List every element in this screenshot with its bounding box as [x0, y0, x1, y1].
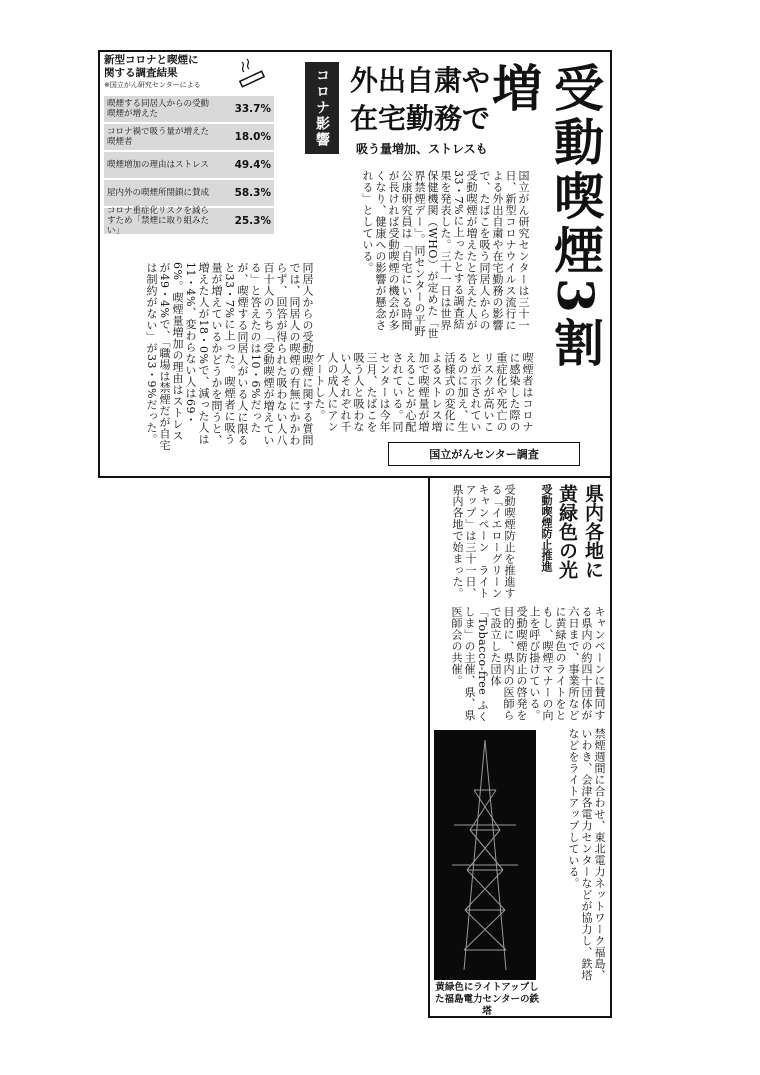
- article-paragraph-2: 喫煙者はコロナに感染した際の重症化や死亡のリスクが高いことが示されているのに加え、生活様式の変化によるストレス増加で喫煙量が増えることが心配されている。同センターは今年三月、たばこを吸う人と吸わない人それぞれ千人の成人にアンケートした。: [313, 352, 534, 433]
- article-paragraph-1: 国立がん研究センターは三十一日、新型コロナウイルス流行による外出自粛や在宅勤務の影響で、たばこを吸う同居人からの受動喫煙が増えたと答えた人が33・7%に上ったとする調査結果を発表した。三十一日は世界保健機関（WHO）が定めた「世界禁煙デー」。同センターの平野公康研究員は「自宅にいる時間が長ければ受動喫煙の機会が多くなり、健康への影響が懸念される」としている。: [361, 170, 530, 340]
- survey-title-line1: 新型コロナと喫煙に: [104, 54, 199, 66]
- source-label: 国立がんセンター調査: [388, 442, 580, 466]
- side-headline-line2: 黄緑色の光: [556, 484, 578, 579]
- sub-headline-line1: 外出自粛や: [350, 64, 491, 97]
- side-headline-line1: 県内各地に: [582, 484, 604, 579]
- survey-label: 喫煙する同居人からの受動喫煙が増えた: [107, 99, 210, 119]
- survey-title-line2: 関する調査結果: [104, 67, 178, 79]
- side-headline: [520, 484, 606, 604]
- subhead: 吸う量増加、ストレスも: [356, 142, 488, 156]
- survey-label: コロナ重症化リスクを減らすため「禁煙に取り組みたい」: [107, 206, 210, 236]
- side-paragraph-3: 禁煙週間に合わせ、東北電力ネットワーク福島、いわき、会津各電力センターなどが協力し、鉄塔などをライトアップしている。: [567, 728, 606, 981]
- survey-note: ※国立がん研究センターによる: [104, 81, 201, 89]
- survey-value: 49.4%: [234, 159, 271, 171]
- side-paragraph-1: 受動喫煙防止を推進する「イエローグリーンキャンペーン ライトアップ」は三十一日、県内各地で始まった。: [451, 484, 516, 599]
- corona-tag: コロナ影響: [305, 62, 339, 154]
- survey-row: [104, 206, 274, 234]
- side-paragraph-2: キャンペーンに賛同する県内の約四十団体が六日まで、事業所などに黄緑色のライトをともし、喫煙マナーの向上を呼び掛けている。受動喫煙防止の啓発を目的に、県内の医師らで設立した団体「Tobacco-free ふくしま」の主催、県、県医師会の共催。: [450, 606, 606, 723]
- photo-caption: 黄緑色にライトアップした福島電力センターの鉄塔: [434, 982, 540, 1017]
- tower-photo: [434, 730, 536, 980]
- main-headline: 受動喫煙3割増: [484, 62, 605, 371]
- article-paragraph-3: 同居人からの受動喫煙に関する質問では、同居人の喫煙の有無にかかわらず、回答が得られた吸わない人八百十人のうち「受動喫煙が増えている」と答えたのは10・6%だったが、喫煙する同居人がいる人に限ると33・7%に上った。喫煙者に吸う量が増えているかどうかを問うと、増えた人が18・0%で、減った人は11・4%、変わらない人は69・6%。喫煙量増加の理由はストレスが49・4%で、「職場は禁煙だが自宅は制約がない」が33・9%だった。: [145, 262, 314, 451]
- side-headline-small: 受動喫煙防止推進: [540, 484, 553, 572]
- sub-headline: [350, 62, 530, 138]
- cigarette-icon: [236, 56, 270, 90]
- survey-row: [104, 178, 274, 206]
- survey-value: 25.3%: [234, 215, 271, 227]
- survey-value: 33.7%: [234, 103, 271, 115]
- survey-row: [104, 94, 274, 122]
- survey-row: [104, 150, 274, 178]
- survey-row: [104, 122, 274, 150]
- survey-value: 18.0%: [234, 131, 271, 143]
- survey-label: 屋内外の喫煙所閉鎖に賛成: [107, 188, 210, 198]
- survey-label: コロナ禍で吸う量が増えた喫煙者: [107, 127, 210, 147]
- survey-label: 喫煙増加の理由はストレス: [107, 160, 209, 170]
- sub-headline-line2: 在宅勤務で: [350, 102, 491, 135]
- survey-value: 58.3%: [234, 187, 271, 199]
